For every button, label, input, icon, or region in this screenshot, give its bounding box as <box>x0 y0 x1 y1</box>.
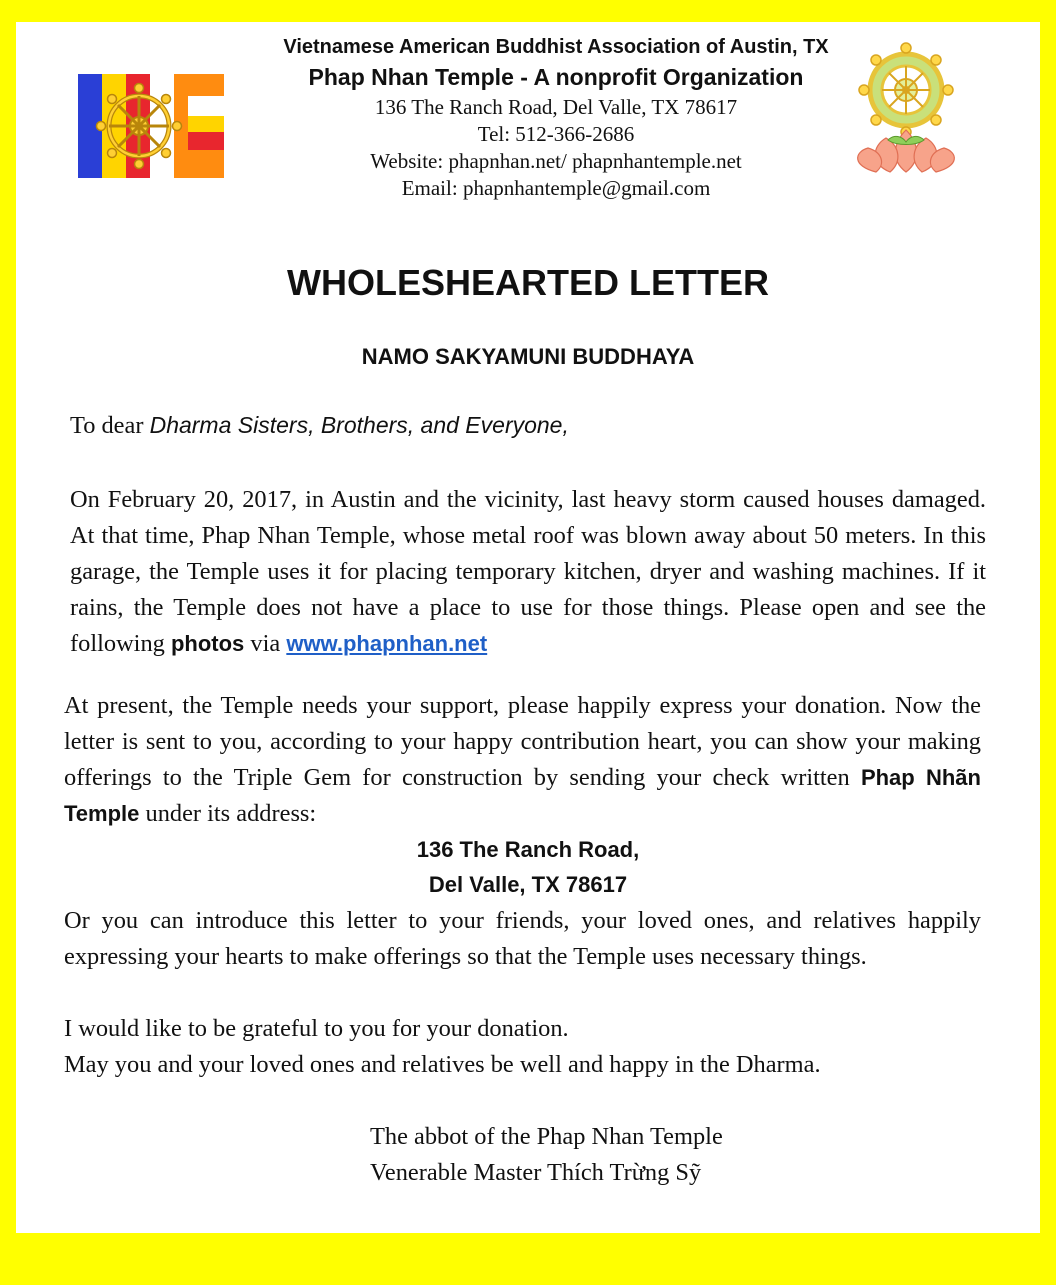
support-paragraph-text: At present, the Temple needs your support, please happily express your donation. Now the letter is sent to you, according to your happy contribution heart, you can show your making offerings to the Triple Gem for construction by sending your check written <box>64 692 981 791</box>
temple-website: Website: phapnhan.net/ phapnhantemple.net <box>370 149 742 173</box>
storm-paragraph-text: On February 20, 2017, in Austin and the vicinity, last heavy storm caused houses damaged. At that time, Phap Nhan Temple, whose metal roof was blown away about 50 meters. In this garage, the Temple uses it for placing temporary kitchen, dryer and washing machines. If it rains, the Temple does not have a place to use for those things. Please open and see the following <box>70 486 986 657</box>
buddhist-flag-logo-icon <box>78 74 224 178</box>
website-link[interactable]: www.phapnhan.net <box>286 631 488 656</box>
letter-title: WHOLESHEARTED LETTER <box>287 262 769 303</box>
mailing-address-line2: Del Valle, TX 78617 <box>428 872 628 897</box>
storm-paragraph <box>70 482 986 662</box>
payee-suffix: under its address: <box>145 800 317 827</box>
letter-subtitle: NAMO SAKYAMUNI BUDDHAYA <box>361 344 695 369</box>
association-name: Vietnamese American Buddhist Association of Austin, TX <box>283 36 829 58</box>
payee-name: Phap Nhãn Temple <box>64 765 981 826</box>
thanks-line: I would like to be grateful to you for your donation. <box>64 1015 569 1042</box>
temple-address: 136 The Ranch Road, Del Valle, TX 78617 <box>374 95 738 119</box>
greeting <box>70 412 569 440</box>
support-paragraph <box>64 688 981 832</box>
photos-word: photos <box>170 631 245 656</box>
signature-title: The abbot of the Phap Nhan Temple <box>370 1123 723 1150</box>
introduce-paragraph: Or you can introduce this letter to your friends, your loved ones, and relatives happily expressing your hearts to make offerings so that the Temple uses necessary things. <box>64 907 981 970</box>
temple-email: Email: phapnhantemple@gmail.com <box>401 176 711 200</box>
greeting-prefix: To dear <box>70 412 144 439</box>
greeting-recipients: Dharma Sisters, Brothers, and Everyone, <box>149 412 569 438</box>
temple-name: Phap Nhan Temple - A nonprofit Organization <box>308 64 804 90</box>
letter-sheet <box>16 22 1040 1233</box>
via-word: via <box>250 630 281 657</box>
mailing-address-line1: 136 The Ranch Road, <box>416 837 640 862</box>
blessing-line: May you and your loved ones and relatives be well and happy in the Dharma. <box>64 1051 821 1078</box>
temple-phone: Tel: 512-366-2686 <box>477 122 635 146</box>
signature-name: Venerable Master Thích Trừng Sỹ <box>370 1159 702 1186</box>
